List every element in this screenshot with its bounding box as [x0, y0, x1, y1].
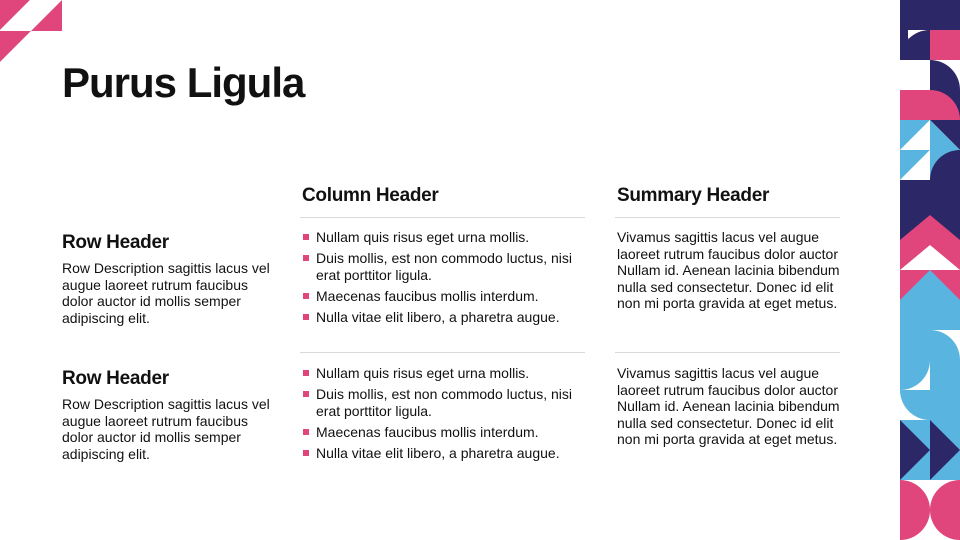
slide-title: Purus Ligula — [62, 59, 305, 106]
list-item — [302, 386, 584, 419]
row-header-1: Row Header — [62, 232, 169, 253]
summary-header-divider — [615, 217, 840, 218]
column-header-divider — [300, 217, 585, 218]
list-item — [302, 250, 584, 283]
square-bullet-icon — [303, 429, 309, 435]
bullet-text: Nullam quis risus eget urna mollis. — [316, 365, 530, 381]
list-item — [302, 445, 584, 462]
list-item — [302, 309, 584, 326]
square-bullet-icon — [303, 450, 309, 456]
list-item — [302, 229, 584, 246]
bullet-text: Nulla vitae elit libero, a pharetra augue. — [316, 444, 560, 461]
row-description-2: Row Description sagittis lacus vel augue laoreet rutrum faucibus dolor auctor id mollis semper adipiscing elit. — [62, 396, 270, 462]
summary-text-2: Vivamus sagittis lacus vel augue laoreet rutrum faucibus dolor auctor Nullam id. Aenean lacinia bibendum nulla sed consectetur. Donec id elit non mi porta gravida at eget metus. — [617, 365, 840, 448]
side-geometric-decoration — [900, 0, 960, 540]
bullet-text: Maecenas faucibus mollis interdum. — [316, 423, 539, 440]
bullet-text: Duis mollis, est non commodo luctus, nisi erat porttitor ligula. — [316, 249, 572, 283]
bullet-text: Duis mollis, est non commodo luctus, nisi erat porttitor ligula. — [316, 385, 572, 419]
square-bullet-icon — [303, 391, 309, 397]
row-description-1: Row Description sagittis lacus vel augue laoreet rutrum faucibus dolor auctor id mollis semper adipiscing elit. — [62, 260, 270, 326]
bullet-list-2 — [302, 365, 584, 466]
square-bullet-icon — [303, 314, 309, 320]
row-divider-column — [300, 352, 585, 353]
row-divider-summary — [615, 352, 840, 353]
square-bullet-icon — [303, 234, 309, 240]
corner-triangles-decoration — [0, 0, 62, 62]
column-header: Column Header — [302, 185, 439, 206]
list-item — [302, 288, 584, 305]
bullet-text: Maecenas faucibus mollis interdum. — [316, 287, 539, 304]
summary-header: Summary Header — [617, 185, 770, 206]
row-header-2: Row Header — [62, 368, 169, 389]
square-bullet-icon — [303, 293, 309, 299]
bullet-list-1 — [302, 229, 584, 330]
bullet-text: Nulla vitae elit libero, a pharetra augue. — [316, 308, 560, 325]
list-item — [302, 365, 584, 382]
bullet-text: Nullam quis risus eget urna mollis. — [316, 229, 530, 245]
list-item — [302, 424, 584, 441]
square-bullet-icon — [303, 255, 309, 261]
square-bullet-icon — [303, 370, 309, 376]
summary-text-1: Vivamus sagittis lacus vel augue laoreet rutrum faucibus dolor auctor Nullam id. Aenean lacinia bibendum nulla sed consectetur. Donec id elit non mi porta gravida at eget metus. — [617, 229, 840, 312]
